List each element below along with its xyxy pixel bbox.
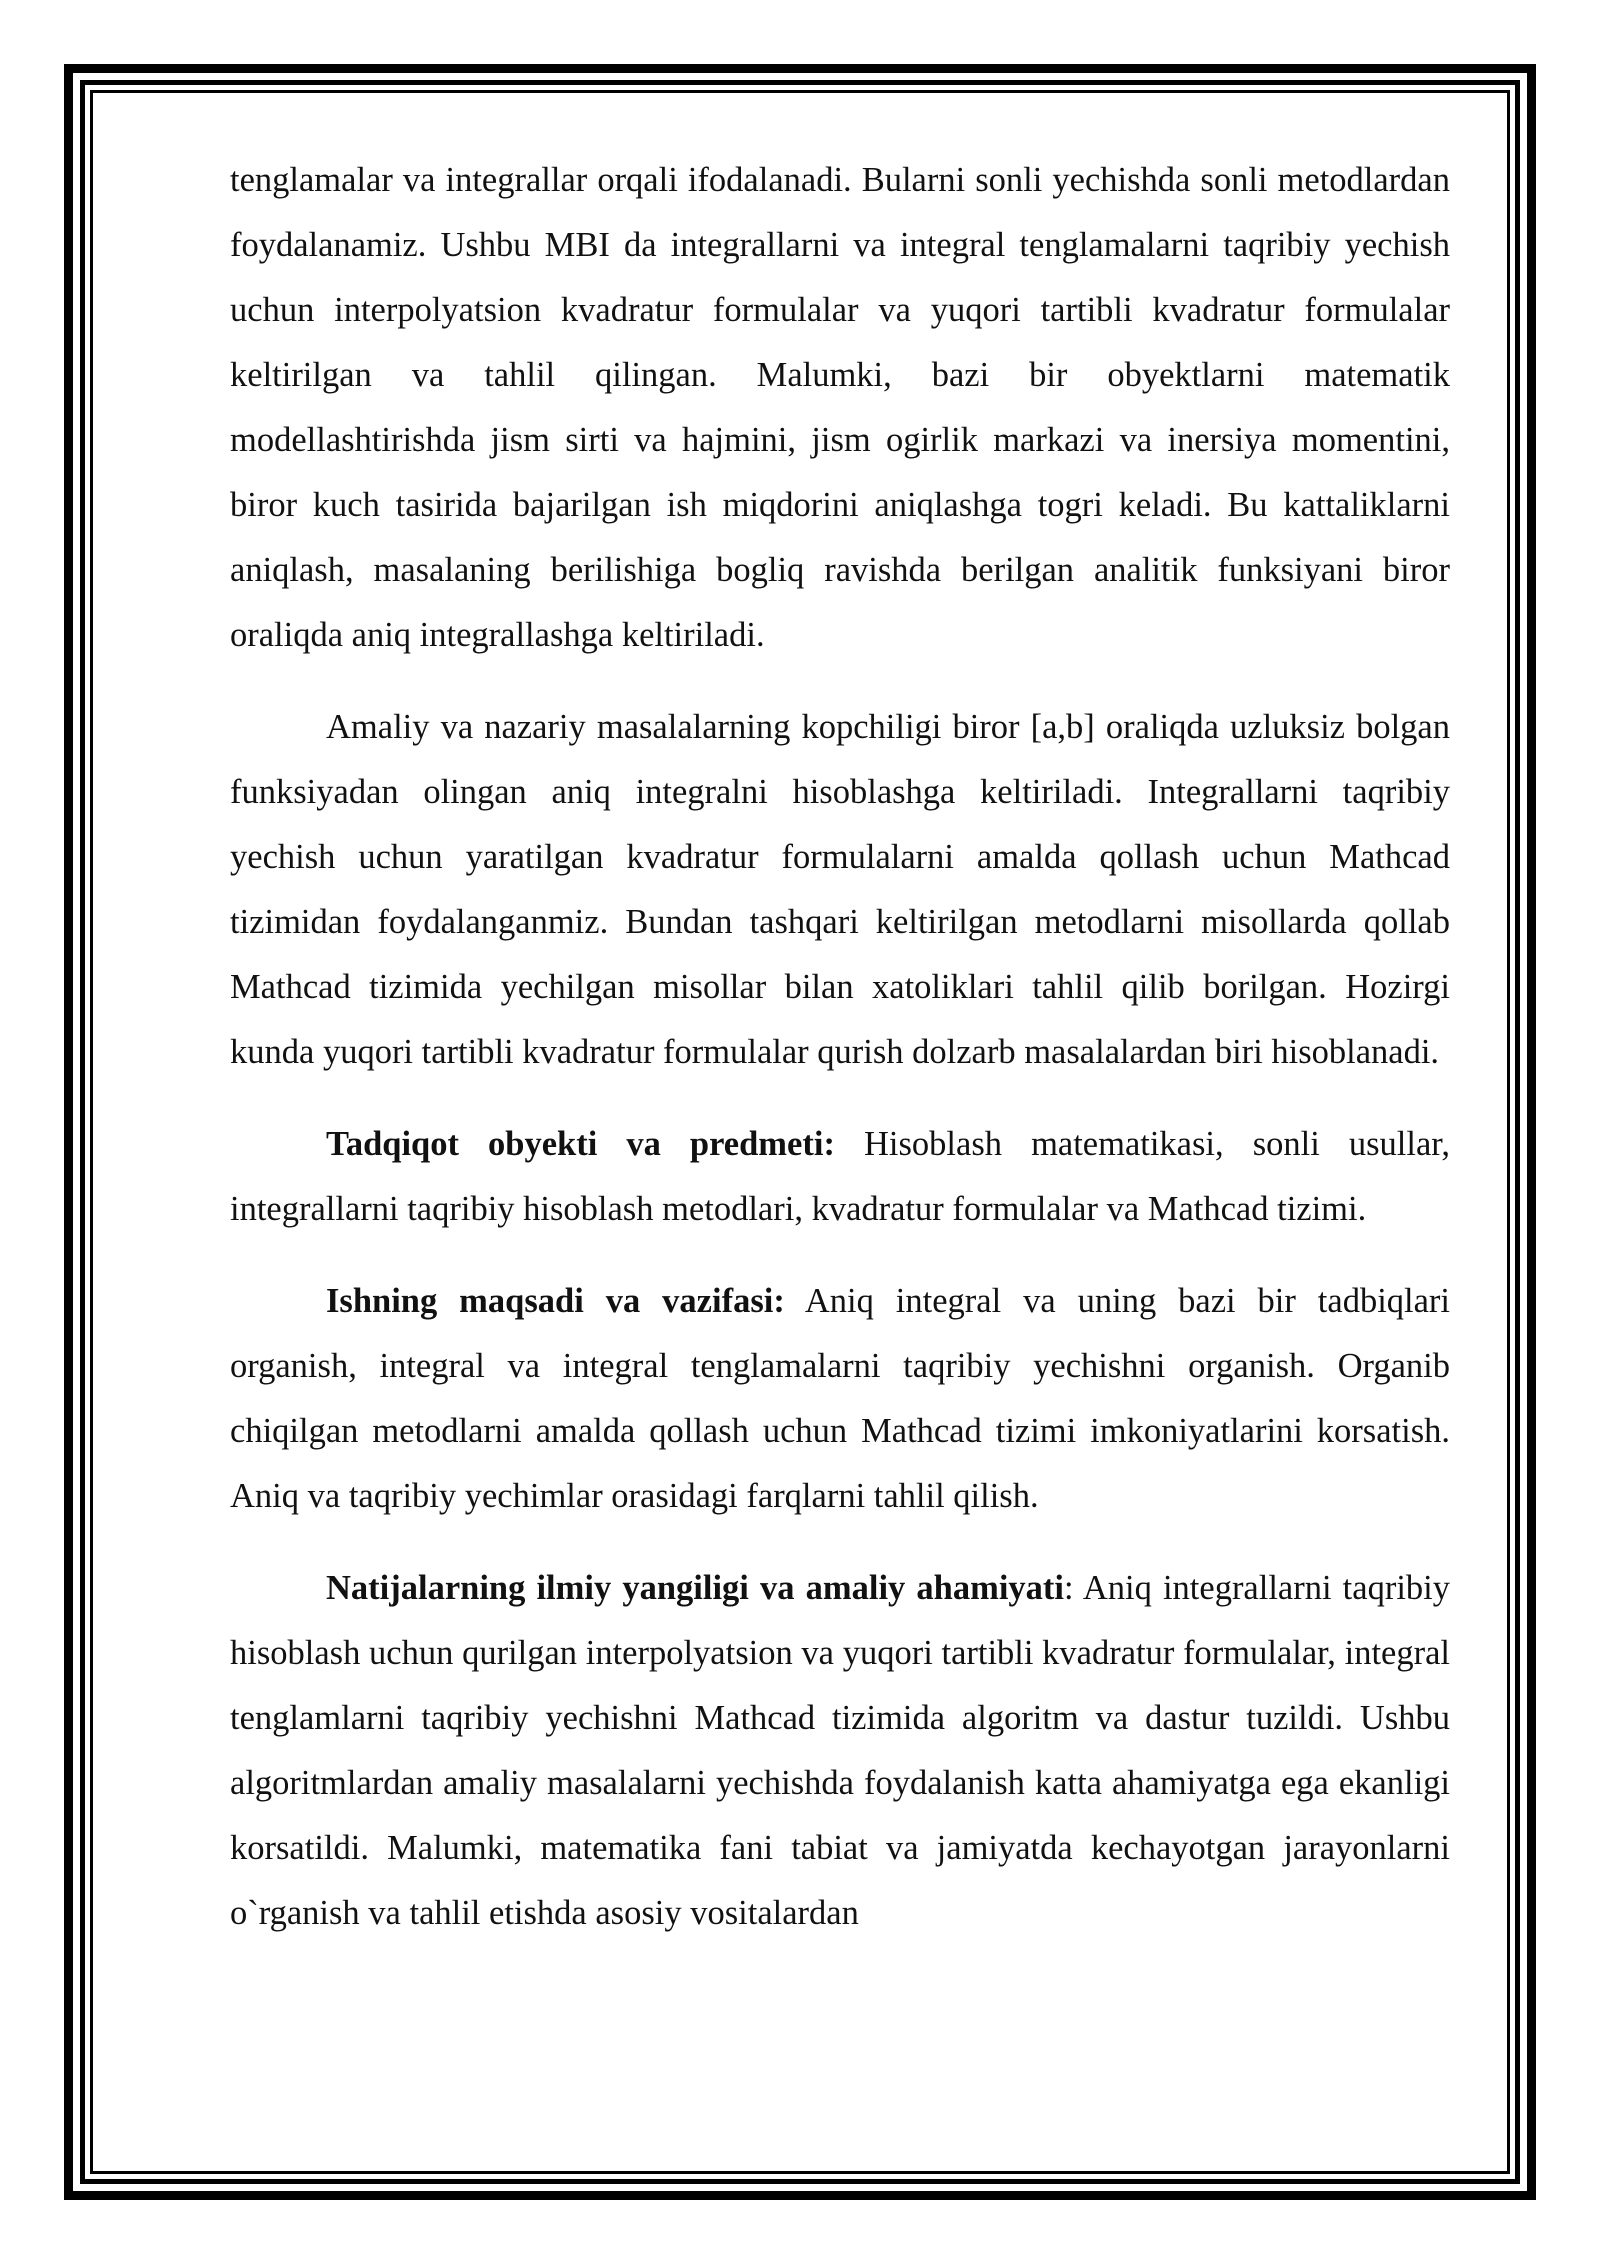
paragraph-text: Amaliy va nazariy masalalarning kopchiligi biror [a,b] oraliqda uzluksiz bolgan funksiyadan olingan aniq integralni hisoblashga keltiriladi. Integrallarni taqribiy yechish uchun yaratilgan kvadratur formulalarni amalda qollash uchun Mathcad tizimidan foydalanganmiz. Bundan tashqari keltirilgan metodlarni misollarda qollab Mathcad tizimida yechilgan misollar bilan xatoliklari tahlil qilib borilgan. Hozirgi kunda yuqori tartibli kvadratur formulalar qurish dolzarb masalalardan biri hisoblanadi. (230, 708, 1450, 1071)
paragraph-text: Aniq integral va uning bazi bir tadbiqlari organish, integral va integral tenglamalarni taqribiy yechishni organish. Organib chiqilgan metodlarni amalda qollash uchun Mathcad tizimi imkoniyatlarini korsatish. Aniq va taqribiy yechimlar orasidagi farqlarni tahlil qilish. (230, 1282, 1450, 1515)
paragraph-lead-heading: Ishning maqsadi va vazifasi: (326, 1282, 785, 1320)
document-body (230, 148, 1450, 1973)
paragraph-lead-heading: Natijalarning ilmiy yangiligi va amaliy ahamiyati (326, 1569, 1065, 1607)
paragraph-lead-heading: Tadqiqot obyekti va predmeti: (326, 1125, 835, 1163)
paragraph-novelty (230, 1556, 1450, 1946)
paragraph-research-object (230, 1112, 1450, 1242)
paragraph-intro-continuation (230, 148, 1450, 668)
paragraph-applied-problems (230, 695, 1450, 1085)
paragraph-text: : Aniq integrallarni taqribiy hisoblash uchun qurilgan interpolyatsion va yuqori tartibli kvadratur formulalar, integral tenglamlarni taqribiy yechishni Mathcad tizimida algoritm va dastur tuzildi. Ushbu algoritmlardan amaliy masalalarni yechishda foydalanish katta ahamiyatga ega ekanligi korsatildi. Malumki, matematika fani tabiat va jamiyatda kechayotgan jarayonlarni o`rganish va tahlil etishda asosiy vositalardan (230, 1569, 1450, 1932)
paragraph-text: tenglamalar va integrallar orqali ifodalanadi. Bularni sonli yechishda sonli metodlardan foydalanamiz. Ushbu MBI da integrallarni va integral tenglamalarni taqribiy yechish uchun interpolyatsion kvadratur formulalar va yuqori tartibli kvadratur formulalar keltirilgan va tahlil qilingan. Malumki, bazi bir obyektlarni matematik modellashtirishda jism sirti va hajmini, jism ogirlik markazi va inersiya momentini, biror kuch tasirida bajarilgan ish miqdorini aniqlashga togri keladi. Bu kattaliklarni aniqlash, masalaning berilishiga bogliq ravishda berilgan analitik funksiyani biror oraliqda aniq integrallashga keltiriladi. (230, 161, 1450, 654)
paragraph-text: Hisoblash matematikasi, sonli usullar, integrallarni taqribiy hisoblash metodlari, kvadratur formulalar va Mathcad tizimi. (230, 1125, 1450, 1228)
paragraph-goals (230, 1269, 1450, 1529)
